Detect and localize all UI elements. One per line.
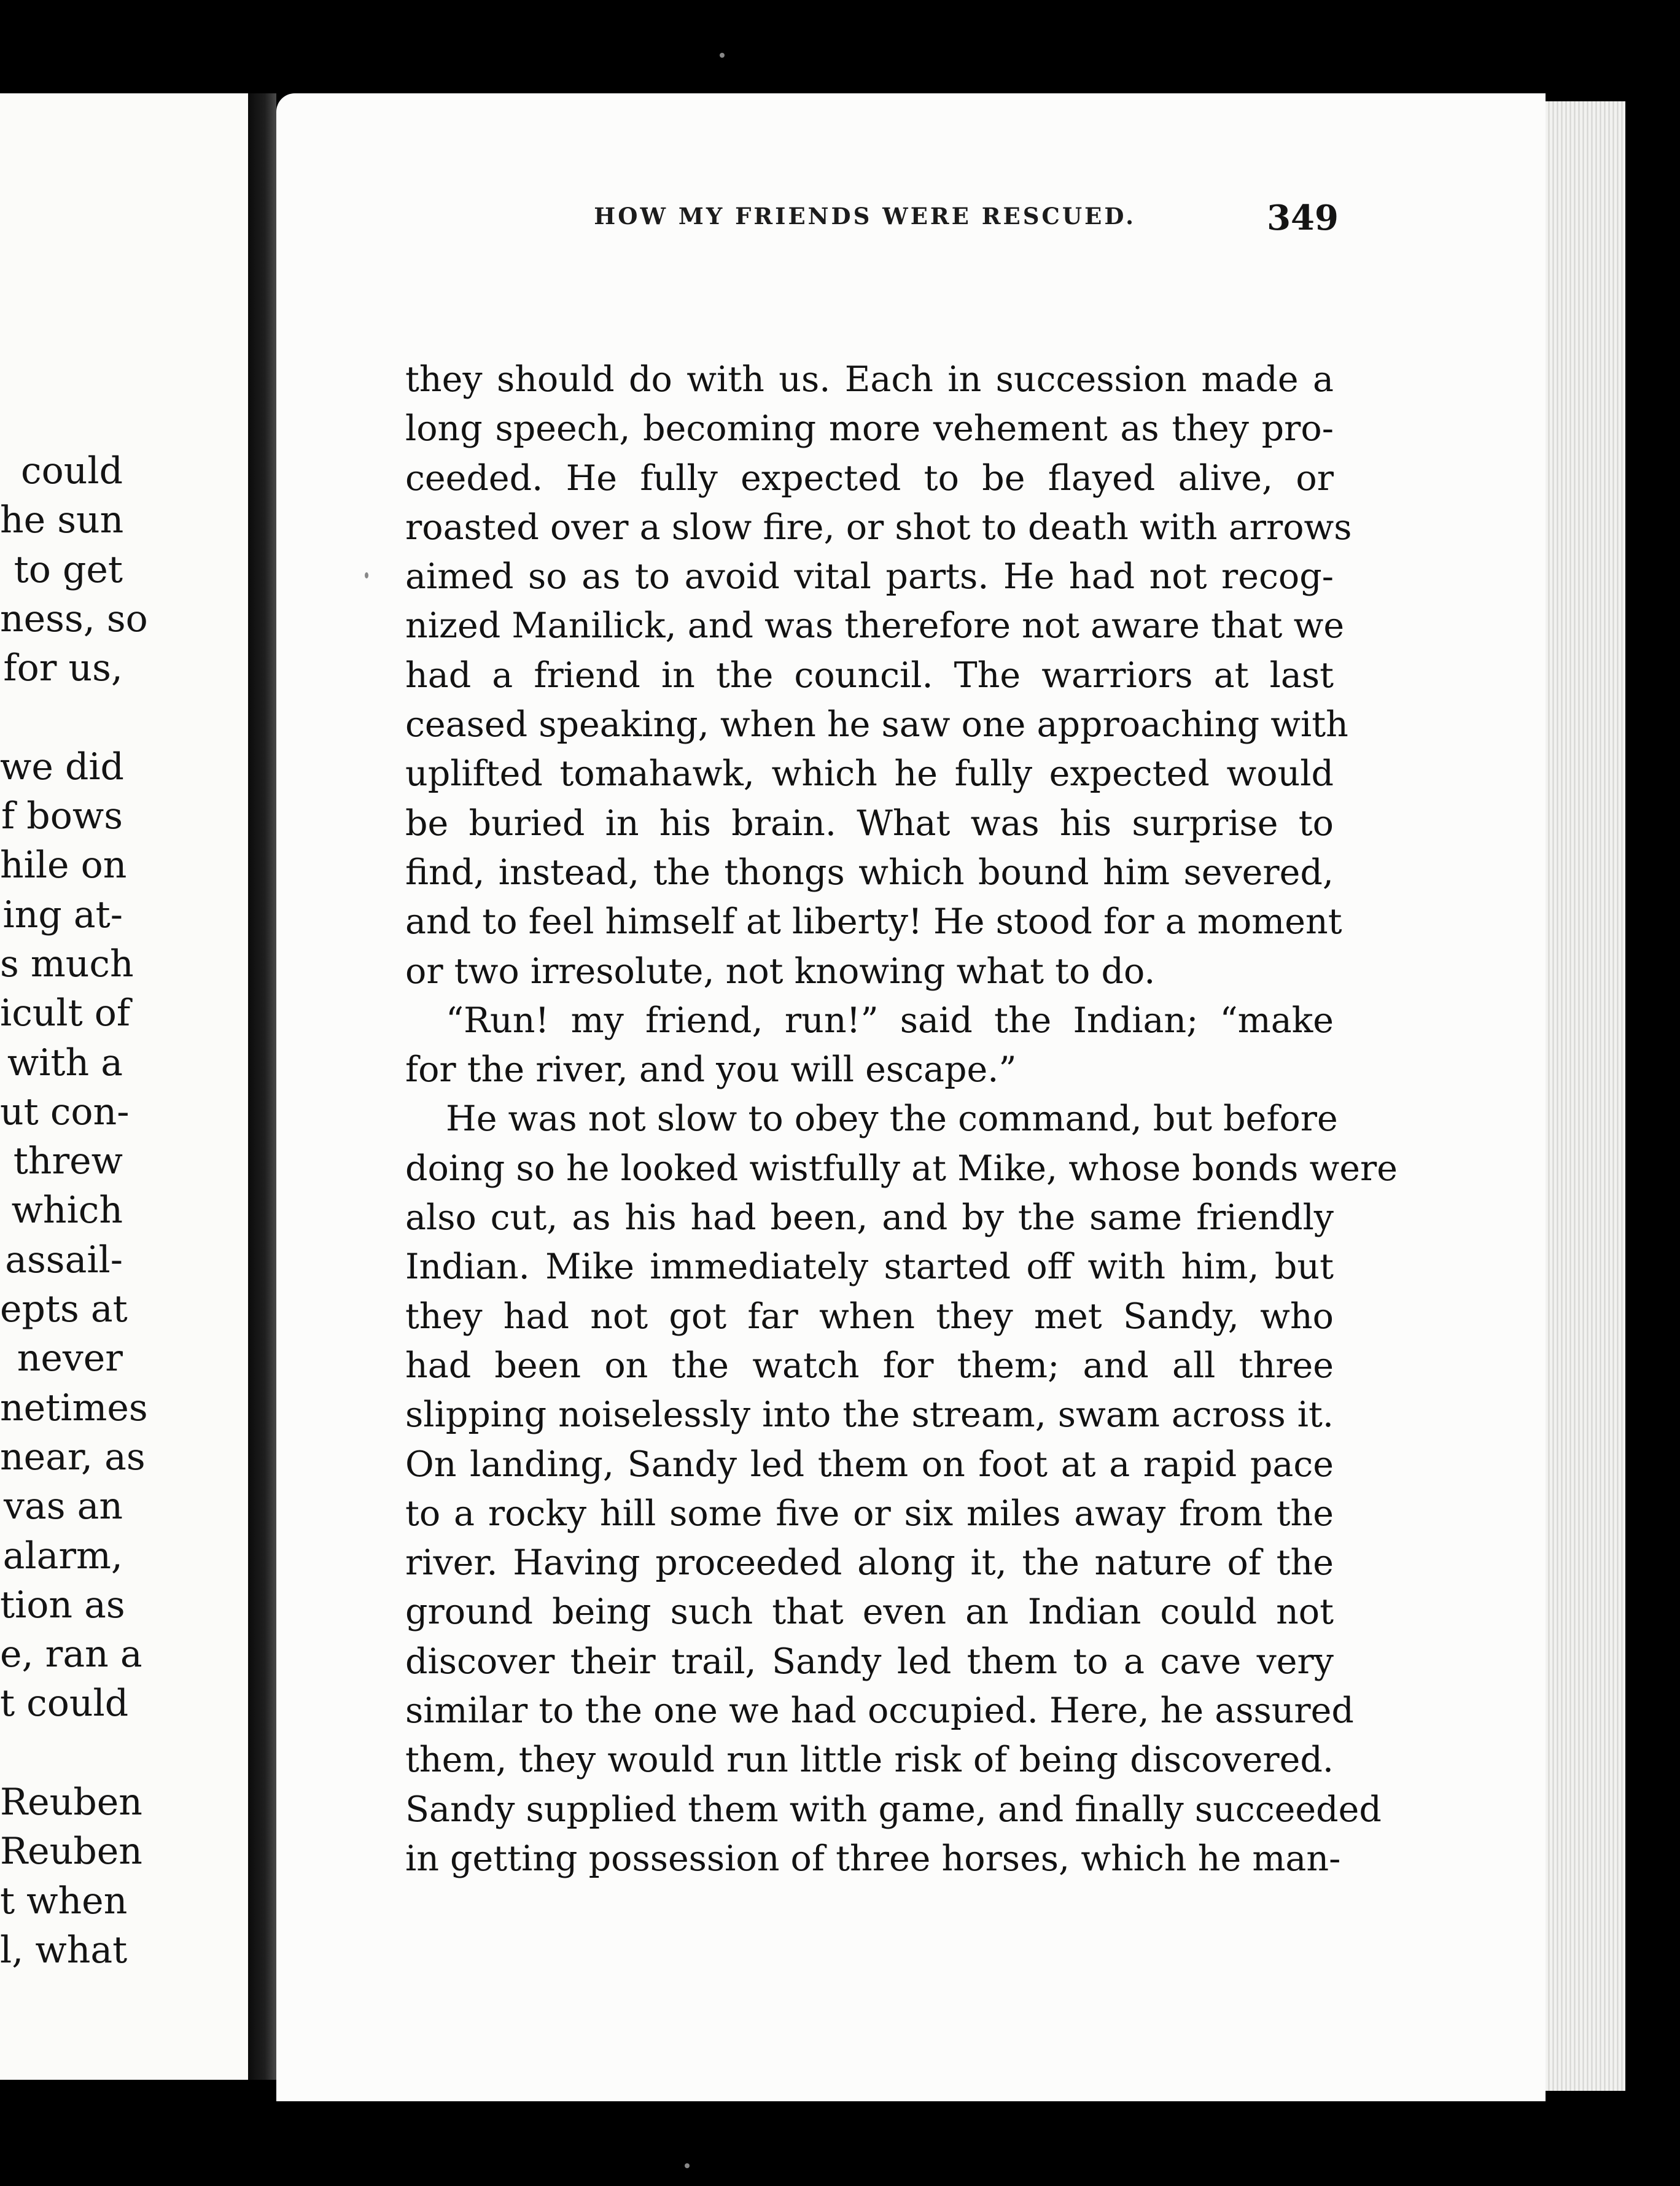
previous-page-line: ing at- [2, 893, 123, 936]
text-line: slipping noiselessly into the stream, swam across it. [405, 1394, 1334, 1436]
text-line: He was not slow to obey the command, but before [446, 1099, 1338, 1140]
dust-speck [720, 53, 725, 58]
previous-page-line: Reuben [0, 1781, 142, 1824]
previous-page-line: ut con- [0, 1090, 130, 1134]
text-line: be buried in his brain. What was his surprise to [405, 803, 1334, 844]
text-line: river. Having proceeded along it, the nature of the [405, 1542, 1334, 1584]
previous-page-line: threw [13, 1140, 123, 1183]
text-line: for the river, and you will escape.” [405, 1049, 1017, 1091]
text-line: similar to the one we had occupied. Here, he assured [405, 1690, 1354, 1732]
text-line: find, instead, the thongs which bound him severed, [405, 852, 1334, 893]
running-head-title: HOW MY FRIENDS WERE RESCUED. [594, 203, 1136, 230]
page-number: 349 [1267, 198, 1339, 238]
dust-speck [365, 572, 368, 578]
body-text [405, 355, 1398, 1883]
previous-page-line: with a [7, 1041, 123, 1084]
previous-page-line: tion as [0, 1583, 125, 1627]
text-line: also cut, as his had been, and by the same friendly [405, 1197, 1334, 1239]
text-line: or two irresolute, not knowing what to do. [405, 951, 1156, 992]
previous-page-line: to get [14, 548, 123, 591]
text-line: ceeded. He fully expected to be flayed alive, or [405, 457, 1334, 499]
text-line: ground being such that even an Indian could not [405, 1592, 1334, 1633]
text-line: and to feel himself at liberty! He stood for a moment [405, 901, 1342, 943]
previous-page-line: epts at [0, 1288, 128, 1331]
running-header [332, 198, 1339, 241]
text-line: in getting possession of three horses, which he man- [405, 1838, 1341, 1879]
dust-speck [685, 2163, 690, 2168]
previous-page-line: for us, [3, 647, 123, 690]
text-line: discover their trail, Sandy led them to a cave very [405, 1641, 1334, 1682]
previous-page-line: f bows [1, 795, 123, 838]
text-line: uplifted tomahawk, which he fully expected would [405, 753, 1334, 795]
text-line: ceased speaking, when he saw one approaching with [405, 704, 1348, 745]
previous-page-line: t when [0, 1879, 128, 1923]
previous-page-line: ness, so [0, 597, 148, 640]
previous-page-line: Reuben [0, 1830, 142, 1873]
text-line: to a rocky hill some five or six miles away from the [405, 1493, 1334, 1534]
previous-page-line: l, what [0, 1928, 128, 1972]
previous-page-line: icult of [0, 992, 131, 1035]
text-line: had a friend in the council. The warriors at last [405, 655, 1334, 696]
text-line: nized Manilick, and was therefore not aware that we [405, 605, 1345, 647]
book-gutter [248, 93, 276, 2080]
text-line: had been on the watch for them; and all three [405, 1345, 1334, 1386]
text-line: aimed so as to avoid vital parts. He had not recog- [405, 556, 1334, 597]
previous-page-line: s much [0, 942, 134, 986]
text-line: roasted over a slow fire, or shot to death with arrows [405, 507, 1352, 548]
previous-page-line: assail- [5, 1238, 123, 1282]
text-line: long speech, becoming more vehement as they pro- [405, 408, 1334, 449]
previous-page-line: netimes [0, 1386, 148, 1429]
previous-page-line: which [11, 1189, 123, 1232]
previous-page [0, 93, 248, 2080]
text-line: Indian. Mike immediately started off with him, but [405, 1247, 1334, 1288]
previous-page-line: we did [0, 745, 124, 788]
previous-page-text [0, 446, 148, 1975]
text-line: On landing, Sandy led them on foot at a rapid pace [405, 1444, 1334, 1485]
text-line: them, they would run little risk of being discovered. [405, 1740, 1334, 1781]
previous-page-line: t could [0, 1682, 129, 1725]
previous-page-line [0, 693, 123, 742]
previous-page-line: he sun [0, 499, 124, 542]
text-line: Sandy supplied them with game, and finally succeeded [405, 1789, 1382, 1830]
previous-page-line [0, 1729, 123, 1778]
text-line: they should do with us. Each in succession made a [405, 359, 1334, 400]
text-line: they had not got far when they met Sandy, who [405, 1296, 1334, 1337]
previous-page-line: e, ran a [0, 1633, 142, 1676]
previous-page-line: hile on [0, 844, 127, 887]
previous-page-line: alarm, [2, 1534, 123, 1577]
page-edges [1546, 101, 1625, 2091]
previous-page-line: never [17, 1337, 123, 1380]
previous-page-line: could [21, 449, 123, 492]
text-line: “Run! my friend, run!” said the Indian; “make [446, 1000, 1334, 1041]
previous-page-line: vas an [4, 1485, 123, 1528]
text-line: doing so he looked wistfully at Mike, whose bonds were [405, 1148, 1398, 1189]
previous-page-line: near, as [0, 1435, 146, 1479]
